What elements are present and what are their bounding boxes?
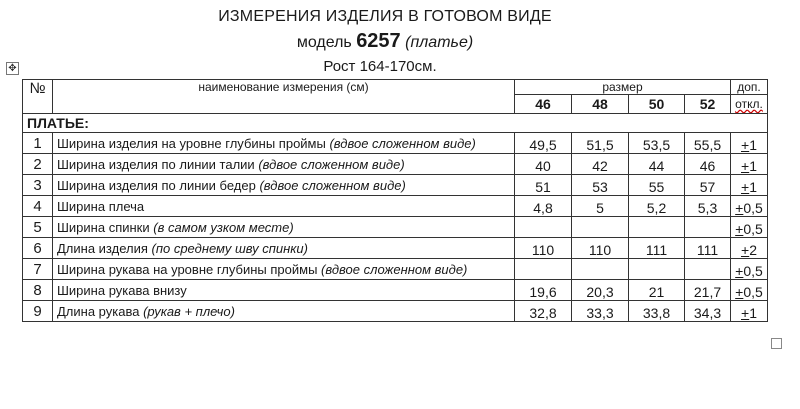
tolerance-sign: + (741, 137, 750, 153)
tolerance-value (731, 238, 768, 259)
tolerance-sign: + (735, 200, 744, 216)
measurement-label: Ширина изделия по линии бедер (57, 177, 260, 193)
measurement-name (53, 154, 515, 175)
size-value: 5,2 (629, 196, 685, 217)
size-value: 33,3 (572, 301, 629, 322)
measurement-name (53, 280, 515, 301)
section-row (23, 114, 768, 133)
size-value: 32,8 (515, 301, 572, 322)
measurement-note: (вдвое сложенном виде) (321, 261, 468, 277)
size-value (685, 217, 731, 238)
section-label: ПЛАТЬЕ: (23, 114, 768, 133)
tolerance-amount: 1 (749, 137, 757, 153)
model-number: 6257 (356, 30, 401, 52)
tolerance-sign: + (735, 263, 744, 279)
size-value: 42 (572, 154, 629, 175)
size-header: 50 (629, 95, 685, 114)
row-number: 7 (23, 259, 53, 280)
size-value: 110 (572, 238, 629, 259)
measurement-name (53, 175, 515, 196)
col-header-number: № (23, 80, 53, 114)
size-value: 51,5 (572, 133, 629, 154)
tolerance-amount: 1 (749, 305, 757, 321)
measurement-label: Ширина плеча (57, 198, 145, 214)
tolerance-amount: 2 (749, 242, 757, 258)
table-row (23, 196, 768, 217)
size-value (515, 217, 572, 238)
table-row (23, 259, 768, 280)
tolerance-value (731, 133, 768, 154)
size-header: 52 (685, 95, 731, 114)
size-value: 4,8 (515, 196, 572, 217)
size-value: 34,3 (685, 301, 731, 322)
tolerance-sign: + (741, 158, 750, 174)
size-value (572, 259, 629, 280)
height-line: Рост 164-170см. (323, 58, 437, 75)
table-row (23, 301, 768, 322)
row-number: 4 (23, 196, 53, 217)
row-number: 2 (23, 154, 53, 175)
size-value: 19,6 (515, 280, 572, 301)
size-value: 110 (515, 238, 572, 259)
tolerance-sign: + (741, 305, 750, 321)
measurement-label: Ширина спинки (57, 219, 154, 235)
measurement-name (53, 196, 515, 217)
size-value (629, 217, 685, 238)
tolerance-amount: 0,5 (743, 284, 763, 300)
tolerance-value (731, 196, 768, 217)
row-number: 3 (23, 175, 53, 196)
size-value: 46 (685, 154, 731, 175)
size-value: 5 (572, 196, 629, 217)
table-row (23, 217, 768, 238)
measurement-note: (вдвое сложенном виде) (329, 135, 476, 151)
document-title: ИЗМЕРЕНИЯ ИЗДЕЛИЯ В ГОТОВОМ ВИДЕ (218, 8, 552, 25)
table-resize-handle[interactable] (771, 338, 782, 349)
size-value: 44 (629, 154, 685, 175)
table-move-handle-icon[interactable]: ✥ (6, 62, 19, 75)
size-value: 53,5 (629, 133, 685, 154)
tolerance-value (731, 217, 768, 238)
table-row (23, 280, 768, 301)
tolerance-sign: + (735, 221, 744, 237)
tolerance-sign: + (735, 284, 744, 300)
tolerance-sign: + (741, 242, 750, 258)
size-value: 111 (685, 238, 731, 259)
size-header: 48 (572, 95, 629, 114)
size-value: 55,5 (685, 133, 731, 154)
col-header-tolerance-2: откл. (731, 95, 768, 114)
row-number: 5 (23, 217, 53, 238)
tolerance-value (731, 301, 768, 322)
table-row (23, 133, 768, 154)
measurement-label: Ширина рукава внизу (57, 282, 187, 298)
row-number: 8 (23, 280, 53, 301)
measurement-label: Ширина изделия по линии талии (57, 156, 259, 172)
measurement-note: (рукав + плечо) (143, 303, 235, 319)
tolerance-amount: 0,5 (743, 221, 763, 237)
size-value: 55 (629, 175, 685, 196)
row-number: 9 (23, 301, 53, 322)
col-header-size: размер (515, 80, 731, 95)
measurement-name (53, 259, 515, 280)
tolerance-value (731, 280, 768, 301)
tolerance-value (731, 259, 768, 280)
row-number: 6 (23, 238, 53, 259)
tolerance-amount: 0,5 (743, 263, 763, 279)
model-line (0, 30, 785, 53)
size-value (629, 259, 685, 280)
table-row (23, 175, 768, 196)
measurements-table (22, 79, 768, 322)
size-value: 33,8 (629, 301, 685, 322)
measurement-name (53, 217, 515, 238)
size-value: 5,3 (685, 196, 731, 217)
col-header-tolerance: доп. (731, 80, 768, 95)
tolerance-amount: 1 (749, 179, 757, 195)
measurement-label: Длина рукава (57, 303, 144, 319)
size-value: 51 (515, 175, 572, 196)
measurement-label: Длина изделия (57, 240, 152, 256)
measurement-note: (вдвое сложенном виде) (258, 156, 405, 172)
model-prefix: модель (296, 34, 352, 51)
size-header: 46 (515, 95, 572, 114)
measurement-note: (по среднему шву спинки) (151, 240, 308, 256)
tolerance-value (731, 175, 768, 196)
size-value: 21 (629, 280, 685, 301)
size-value: 20,3 (572, 280, 629, 301)
tolerance-amount: 1 (749, 158, 757, 174)
size-value: 53 (572, 175, 629, 196)
measurement-name (53, 238, 515, 259)
measurement-note: (в самом узком месте) (153, 219, 294, 235)
measurement-name (53, 301, 515, 322)
size-value: 21,7 (685, 280, 731, 301)
size-value: 49,5 (515, 133, 572, 154)
size-value (572, 217, 629, 238)
header-row-1 (23, 80, 768, 95)
size-value: 111 (629, 238, 685, 259)
measurement-label: Ширина изделия на уровне глубины проймы (57, 135, 330, 151)
row-number: 1 (23, 133, 53, 154)
measurement-label: Ширина рукава на уровне глубины проймы (57, 261, 322, 277)
tolerance-amount: 0,5 (743, 200, 763, 216)
measurement-note: (вдвое сложенном виде) (259, 177, 406, 193)
size-value: 57 (685, 175, 731, 196)
table-row (23, 238, 768, 259)
model-type: (платье) (405, 34, 474, 51)
size-value (515, 259, 572, 280)
size-value: 40 (515, 154, 572, 175)
tolerance-sign: + (741, 179, 750, 195)
col-header-name: наименование измерения (см) (53, 80, 515, 114)
measurement-name (53, 133, 515, 154)
table-row (23, 154, 768, 175)
size-value (685, 259, 731, 280)
tolerance-value (731, 154, 768, 175)
